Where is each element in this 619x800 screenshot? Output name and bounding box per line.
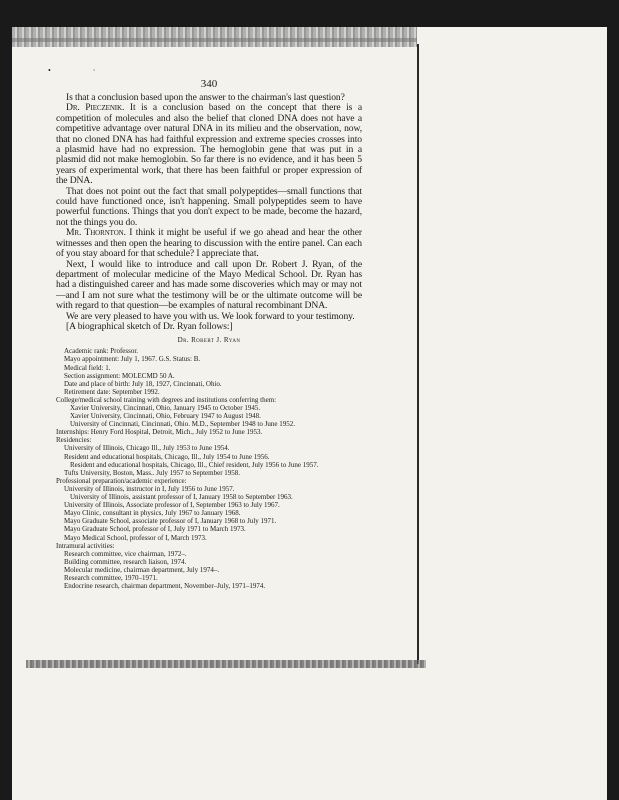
paragraph-2-text: It is a conclusion based on the concept that there is a competition of molecules and also the belief that cloned DNA does not have a competitive advantage over natural DNA in its milieu and the observation, now, that no cloned DNA has had faithful expression and extreme species crosses into a plasmid have had no expression. The hemoglobin gene that was put in a plasmid did not make hemoglobin. So far there is no evidence, and it has been 5 years of experimental work, that there has been faithful or proper expression of the DNA. bbox=[56, 102, 362, 187]
paragraph-4 bbox=[56, 228, 362, 259]
bio-line: Mayo appointment: July 1, 1967. G.S. Status: B. bbox=[64, 355, 201, 364]
bio-line: University of Illinois, Associate professor of I, September 1963 to July 1967. bbox=[64, 501, 280, 510]
bio-line: Endocrine research, chairman department, November–July, 1971–1974. bbox=[64, 582, 266, 591]
page-content bbox=[56, 78, 362, 590]
scan-edge-top bbox=[12, 27, 417, 47]
bio-line: Residencies: bbox=[56, 436, 92, 445]
bio-line: Xavier University, Cincinnati, Ohio, January 1945 to October 1945. bbox=[70, 404, 261, 412]
bio-line: Xavier University, Cincinnati, Ohio, February 1947 to August 1948. bbox=[70, 412, 261, 421]
scan-specks: • · bbox=[48, 66, 96, 75]
bio-line: University of Cincinnati, Cincinnati, Ohio. M.D., September 1948 to June 1952. bbox=[70, 420, 295, 429]
bio-line: Professional preparation/academic experience: bbox=[56, 476, 187, 485]
bio-sketch bbox=[56, 347, 362, 590]
bio-line: Academic rank: Professor. bbox=[64, 347, 139, 356]
bio-line: University of Illinois, instructor in I, July 1956 to June 1957. bbox=[64, 484, 235, 493]
scan-edge-bottom bbox=[26, 660, 426, 668]
bio-title: Dr. Robert J. Ryan bbox=[177, 336, 241, 345]
bio-line: College/medical school training with degrees and institutions conferring them: bbox=[56, 395, 277, 404]
bio-line: Tufts University, Boston, Mass.. July 1957 to September 1958. bbox=[64, 468, 241, 477]
bio-line: University of Illinois, assistant professor of I, January 1958 to September 1963. bbox=[70, 493, 293, 502]
bio-line: Resident and educational hospitals, Chicago, Ill., Chief resident, July 1956 to June 1957. bbox=[70, 460, 319, 469]
bio-line: Resident and educational hospitals, Chicago, Ill., July 1954 to June 1956. bbox=[64, 452, 270, 461]
bio-line: Mayo Medical School, professor of I, March 1973. bbox=[64, 533, 207, 542]
bio-line: Mayo Graduate School, associate professor of I, January 1968 to July 1971. bbox=[64, 517, 277, 526]
bio-line: Retirement date: September 1992. bbox=[64, 387, 160, 396]
paragraph-4-text: I think it might be useful if we go ahead and hear the other witnesses and then open the hearing to discussion with the entire panel. Can each of you stay aboard for that schedule? I appreciate that. bbox=[56, 227, 362, 260]
bio-line: Medical field: 1. bbox=[64, 363, 111, 372]
bio-line: Mayo Graduate School, professor of I, July 1971 to March 1973. bbox=[64, 525, 246, 534]
bio-line: Research committee, 1970–1971. bbox=[64, 573, 158, 582]
bio-line: University of Illinois, Chicago Ill., July 1953 to June 1954. bbox=[64, 444, 230, 453]
bio-line: Intramural activities: bbox=[56, 541, 115, 550]
bio-line: Building committee, research liaison, 1974. bbox=[64, 557, 187, 566]
paragraph-1: Is that a conclusion based upon the answer to the chairman's last question? bbox=[66, 92, 345, 103]
paragraph-5: Next, I would like to introduce and call upon Dr. Robert J. Ryan, of the department of molecular medicine of the Mayo Medical School. Dr. Ryan has had a distinguished career and has made some discoveries which may or may not—and I am not sure what the testimony will be or the ultimate outcome will be with regard to that question—be examples of natural recombinant DNA. bbox=[56, 258, 362, 312]
page-edge-line bbox=[417, 44, 419, 664]
paragraph-3: That does not point out the fact that small polypeptides—small functions that could have functioned once, isn't happening. Small polypeptides seem to have powerful functions. Things that you don't expect to be made, become the hazard, not the things you do. bbox=[56, 185, 362, 228]
paragraph-7: [A biographical sketch of Dr. Ryan follows:] bbox=[66, 320, 233, 332]
bio-line: Mayo Clinic, consultant in physics, July 1967 to January 1968. bbox=[64, 509, 241, 518]
bio-line: Molecular medicine, chairman department, July 1974–. bbox=[64, 565, 220, 574]
bio-line: Internships: Henry Ford Hospital, Detroit, Mich., July 1952 to June 1953. bbox=[56, 428, 263, 437]
speaker-pieczenik: Dr. Pieczenik. bbox=[66, 102, 125, 114]
bio-line: Section assignment: MOLECMD 50 A. bbox=[64, 371, 175, 380]
bio-line: Date and place of birth: July 18, 1927, Cincinnati, Ohio. bbox=[64, 379, 222, 388]
paragraph-6: We are very pleased to have you with us. We look forward to your testimony. bbox=[66, 310, 355, 322]
paragraph-2 bbox=[56, 103, 362, 186]
page-number: 340 bbox=[200, 78, 218, 90]
scan-edge-top-shadow bbox=[12, 38, 417, 42]
speaker-thornton: Mr. Thornton. bbox=[66, 227, 126, 239]
bio-line: Research committee, vice chairman, 1972–. bbox=[64, 549, 187, 558]
